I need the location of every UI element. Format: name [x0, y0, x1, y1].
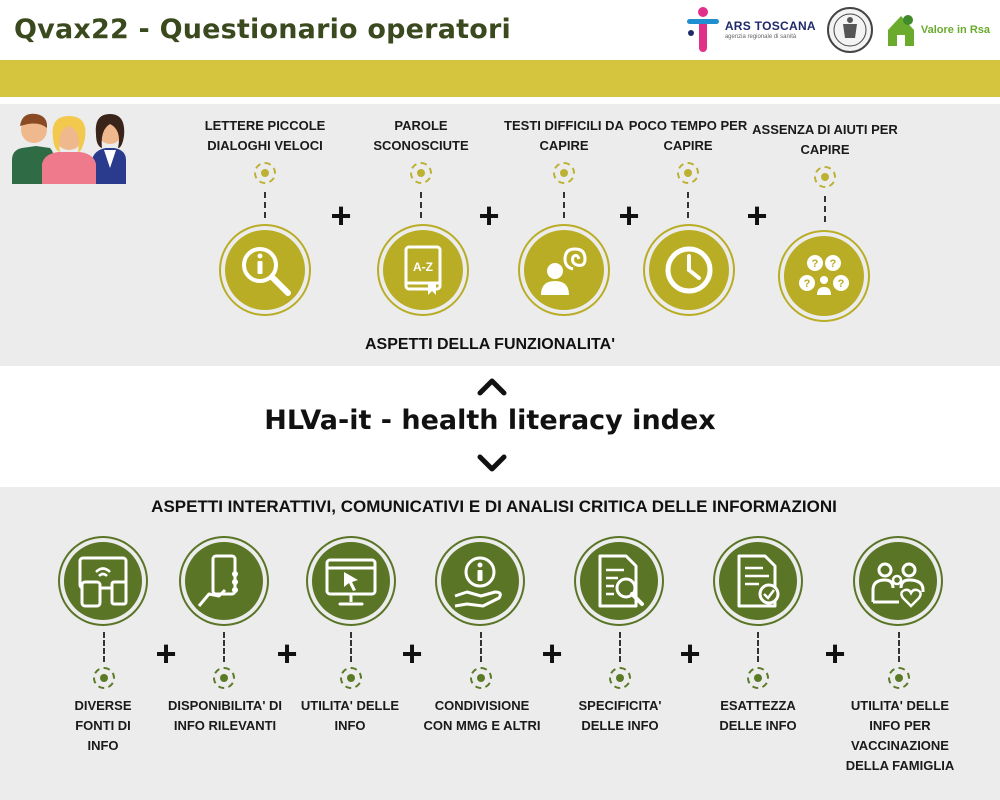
connector-dot — [553, 162, 575, 184]
connector-dot — [470, 667, 492, 689]
top-item-label-3: TESTI DIFFICILI DA CAPIRE — [504, 118, 624, 153]
bottom-item-label-5: SPECIFICITA' DELLE INFO — [578, 698, 662, 733]
plus-sign: + — [618, 195, 640, 236]
top-item-circle-4 — [645, 226, 733, 314]
bottom-item-label-4: CONDIVISIONE CON MMG E ALTRI — [423, 698, 541, 733]
interactive-section-title: ASPETTI INTERATTIVI, COMUNICATIVI E DI ANALISI CRITICA DELLE INFORMAZIONI — [151, 497, 837, 516]
plus-sign: + — [330, 195, 352, 236]
chevron-up-icon — [477, 376, 507, 396]
bottom-item-label-6: ESATTEZZA DELLE INFO — [719, 698, 797, 733]
top-item-label-5: ASSENZA DI AIUTI PER CAPIRE — [752, 122, 898, 157]
connector-line — [898, 632, 900, 662]
connector-dot — [677, 162, 699, 184]
chevron-down-icon — [477, 454, 507, 474]
svg-text:?: ? — [837, 278, 845, 290]
connector-dot — [814, 166, 836, 188]
top-item-label-2: PAROLE SCONOSCIUTE — [373, 118, 469, 153]
questions-group-icon — [795, 247, 853, 305]
university-seal-icon — [826, 6, 874, 54]
plus-sign: + — [541, 633, 563, 674]
connector-dot — [410, 162, 432, 184]
svg-text:?: ? — [803, 278, 811, 290]
connector-dot — [888, 667, 910, 689]
clock-icon — [660, 241, 718, 299]
connector-line — [264, 192, 266, 218]
functional-section-title: ASPETTI DELLA FUNZIONALITA' — [364, 336, 615, 353]
bottom-item-circle-4 — [437, 538, 523, 624]
bottom-item-circle-1 — [60, 538, 146, 624]
ars-figure-icon — [685, 5, 721, 55]
plus-sign: + — [679, 633, 701, 674]
plus-sign: + — [401, 633, 423, 674]
svg-text:?: ? — [829, 258, 837, 270]
connector-line — [687, 192, 689, 218]
connector-dot — [609, 667, 631, 689]
connector-dot — [747, 667, 769, 689]
confused-person-icon — [535, 241, 593, 299]
bottom-item-label-3: UTILITA' DELLE INFO — [300, 698, 400, 733]
bottom-item-circle-3 — [308, 538, 394, 624]
page-title: Qvax22 - Questionario operatori — [14, 14, 511, 45]
logos — [685, 4, 990, 56]
top-item-circle-2 — [379, 226, 467, 314]
connector-line — [420, 192, 422, 218]
plus-sign: + — [155, 633, 177, 674]
devices-icon — [74, 552, 132, 610]
document-check-icon — [729, 552, 787, 610]
plus-sign: + — [276, 633, 298, 674]
connector-line — [480, 632, 482, 662]
connector-line — [824, 196, 826, 222]
top-item-circle-3 — [520, 226, 608, 314]
valore-in-rsa-logo: Valore in Rsa — [884, 10, 990, 50]
bottom-item-circle-2 — [181, 538, 267, 624]
magnifier-info-icon — [236, 241, 294, 299]
top-item-circle-1 — [221, 226, 309, 314]
plus-sign: + — [824, 633, 846, 674]
ars-toscana-logo: ARS TOSCANA agenzia regionale di sanità — [685, 5, 816, 55]
bottom-item-circle-7 — [855, 538, 941, 624]
browser-cursor-icon — [322, 552, 380, 610]
bottom-item-circle-6 — [715, 538, 801, 624]
connector-dot — [254, 162, 276, 184]
connector-dot — [93, 667, 115, 689]
connector-line — [619, 632, 621, 662]
svg-text:A-Z: A-Z — [413, 260, 433, 274]
top-item-label-1: LETTERE PICCOLE DIALOGHI VELOCI — [204, 118, 326, 153]
header — [0, 0, 1000, 60]
connector-line — [350, 632, 352, 662]
family-heart-icon — [869, 552, 927, 610]
house-tree-icon — [884, 10, 918, 50]
dictionary-icon — [394, 241, 452, 299]
connector-dot — [213, 667, 235, 689]
bottom-item-circle-5 — [576, 538, 662, 624]
plus-sign: + — [746, 195, 768, 236]
hlva-title: HLVa-it - health literacy index — [264, 405, 716, 436]
bottom-item-label-7: UTILITA' DELLE INFO PER VACCINAZIONE DELLA FAMIGLIA — [845, 698, 955, 773]
hand-info-icon — [451, 552, 509, 610]
phone-hand-icon — [195, 552, 253, 610]
connector-line — [563, 192, 565, 218]
connector-line — [757, 632, 759, 662]
bottom-item-label-1: DIVERSE FONTI DI INFO — [74, 698, 132, 753]
bottom-item-label-2: DISPONIBILITA' DI INFO RILEVANTI — [167, 698, 283, 733]
svg-text:?: ? — [811, 258, 819, 270]
connector-line — [103, 632, 105, 662]
connector-line — [223, 632, 225, 662]
plus-sign: + — [478, 195, 500, 236]
people-group-icon — [10, 108, 128, 184]
document-search-icon — [590, 552, 648, 610]
accent-band — [0, 60, 1000, 97]
connector-dot — [340, 667, 362, 689]
top-item-label-4: POCO TEMPO PER CAPIRE — [628, 118, 748, 153]
top-item-circle-5 — [780, 232, 868, 320]
